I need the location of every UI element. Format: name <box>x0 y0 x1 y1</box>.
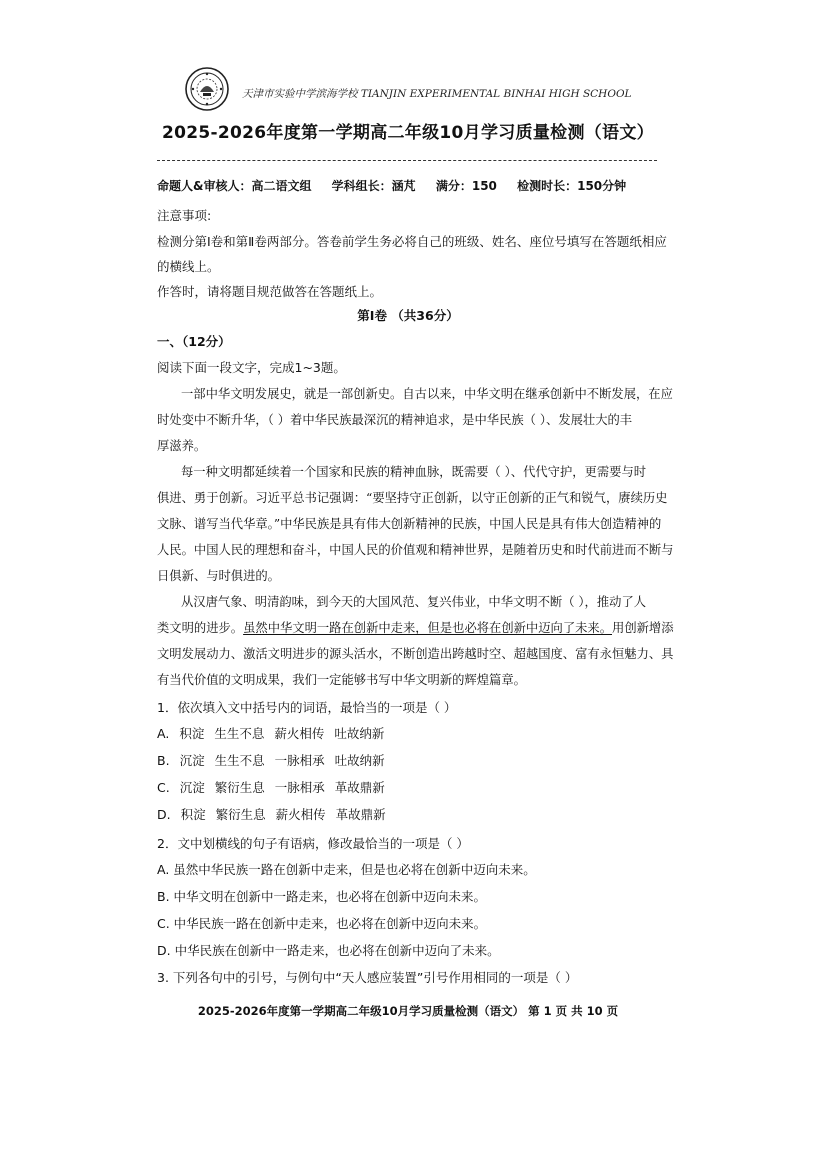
exam-meta <box>157 177 642 194</box>
q2-option-c: C. 中华民族一路在创新中走来，也必将在创新中迈向未来。 <box>157 916 487 931</box>
passage-line: 文脉、谱写当代华章。”中华民族是具有伟大创新精神的民族，中国人民是具有伟大创造精神的 <box>157 517 662 531</box>
school-name: 天津市实验中学滨海学校 TIANJIN EXPERIMENTAL BINHAI HIGH SCHOOL <box>242 88 632 100</box>
title-divider <box>157 160 657 161</box>
notice-line: 检测分第Ⅰ卷和第Ⅱ卷两部分。答卷前学生务必将自己的班级、姓名、座位号填写在答题纸相应 <box>157 234 667 249</box>
passage-line: 俱进、勇于创新。习近平总书记强调：“要坚持守正创新，以守正创新的正气和锐气，赓续历史 <box>157 491 668 505</box>
reading-instruction: 阅读下面一段文字，完成1~3题。 <box>157 360 346 375</box>
passage-line: 人民。中国人民的理想和奋斗，中国人民的价值观和精神世界，是随着历史和时代前进而不断与 <box>157 543 674 557</box>
notice-heading: 注意事项: <box>157 208 212 223</box>
school-header <box>184 62 644 118</box>
meta-setters: 命题人&审核人：高二语文组 <box>157 179 312 193</box>
meta-leader: 学科组长：涵芃 <box>331 179 416 193</box>
section-title: 第Ⅰ卷 （共36分） <box>357 308 459 323</box>
underlined-sentence: 虽然中华文明一路在创新中走来，但是也必将在创新中迈向了未来。 <box>243 621 613 635</box>
passage-line: 一部中华文明发展史，就是一部创新史。自古以来，中华文明在继承创新中不断发展，在应 <box>181 387 673 401</box>
passage-line: 有当代价值的文明成果，我们一定能够书写中华文明新的辉煌篇章。 <box>157 673 526 687</box>
notice-line: 的横线上。 <box>157 259 220 274</box>
notice-line: 作答时，请将题目规范做答在答题纸上。 <box>157 284 383 299</box>
q1-option-c: C. 沉淀 繁衍生息 一脉相承 革故鼎新 <box>157 780 385 795</box>
exam-title: 2025-2026年度第一学期高二年级10月学习质量检测（语文） <box>162 123 654 143</box>
q2-option-b: B. 中华文明在创新中一路走来，也必将在创新中迈向未来。 <box>157 889 487 904</box>
school-logo-icon <box>184 66 230 112</box>
q2-option-a: A. 虽然中华民族一路在创新中走来，但是也必将在创新中迈向未来。 <box>157 862 536 877</box>
passage-line: 文明发展动力、激活文明进步的源头活水，不断创造出跨越时空、超越国度、富有永恒魅力、具 <box>157 647 674 661</box>
passage-line: 日俱新、与时俱进的。 <box>157 569 280 583</box>
q2-option-d: D. 中华民族在创新中一路走来，也必将在创新中迈向了未来。 <box>157 943 500 958</box>
passage-text: 类文明的进步。 <box>157 621 244 635</box>
page-footer: 2025-2026年度第一学期高二年级10月学习质量检测（语文） 第 1 页 共 10 页 <box>197 1004 619 1018</box>
question-2-stem: 2．文中划横线的句子有语病，修改最恰当的一项是（ ） <box>157 836 469 851</box>
passage-line: 从汉唐气象、明清韵味，到今天的大国风范、复兴伟业，中华文明不断（ ），推动了人 <box>181 595 647 609</box>
meta-full-score: 满分：150 <box>435 179 497 193</box>
meta-duration: 检测时长：150分钟 <box>517 179 627 193</box>
q1-option-b: B. 沉淀 生生不息 一脉相承 吐故纳新 <box>157 753 385 768</box>
passage-line: 每一种文明都延续着一个国家和民族的精神血脉，既需要（ ）、代代守护，更需要与时 <box>181 465 647 479</box>
passage-line: 时处变中不断升华，（ ）着中华民族最深沉的精神追求，是中华民族（ ）、发展壮大的丰 <box>157 413 633 427</box>
question-3-stem: 3. 下列各句中的引号，与例句中“天人感应装置”引号作用相同的一项是（ ） <box>157 970 578 985</box>
question-1-stem: 1．依次填入文中括号内的词语，最恰当的一项是（ ） <box>157 700 457 715</box>
passage-line <box>157 618 674 636</box>
q1-option-d: D. 积淀 繁衍生息 薪火相传 革故鼎新 <box>157 807 386 822</box>
passage-line: 厚滋养。 <box>157 439 207 453</box>
passage-text: 用创新增添 <box>612 621 674 635</box>
part-heading: 一、（12分） <box>157 334 231 349</box>
q1-option-a: A. 积淀 生生不息 薪火相传 吐故纳新 <box>157 726 385 741</box>
